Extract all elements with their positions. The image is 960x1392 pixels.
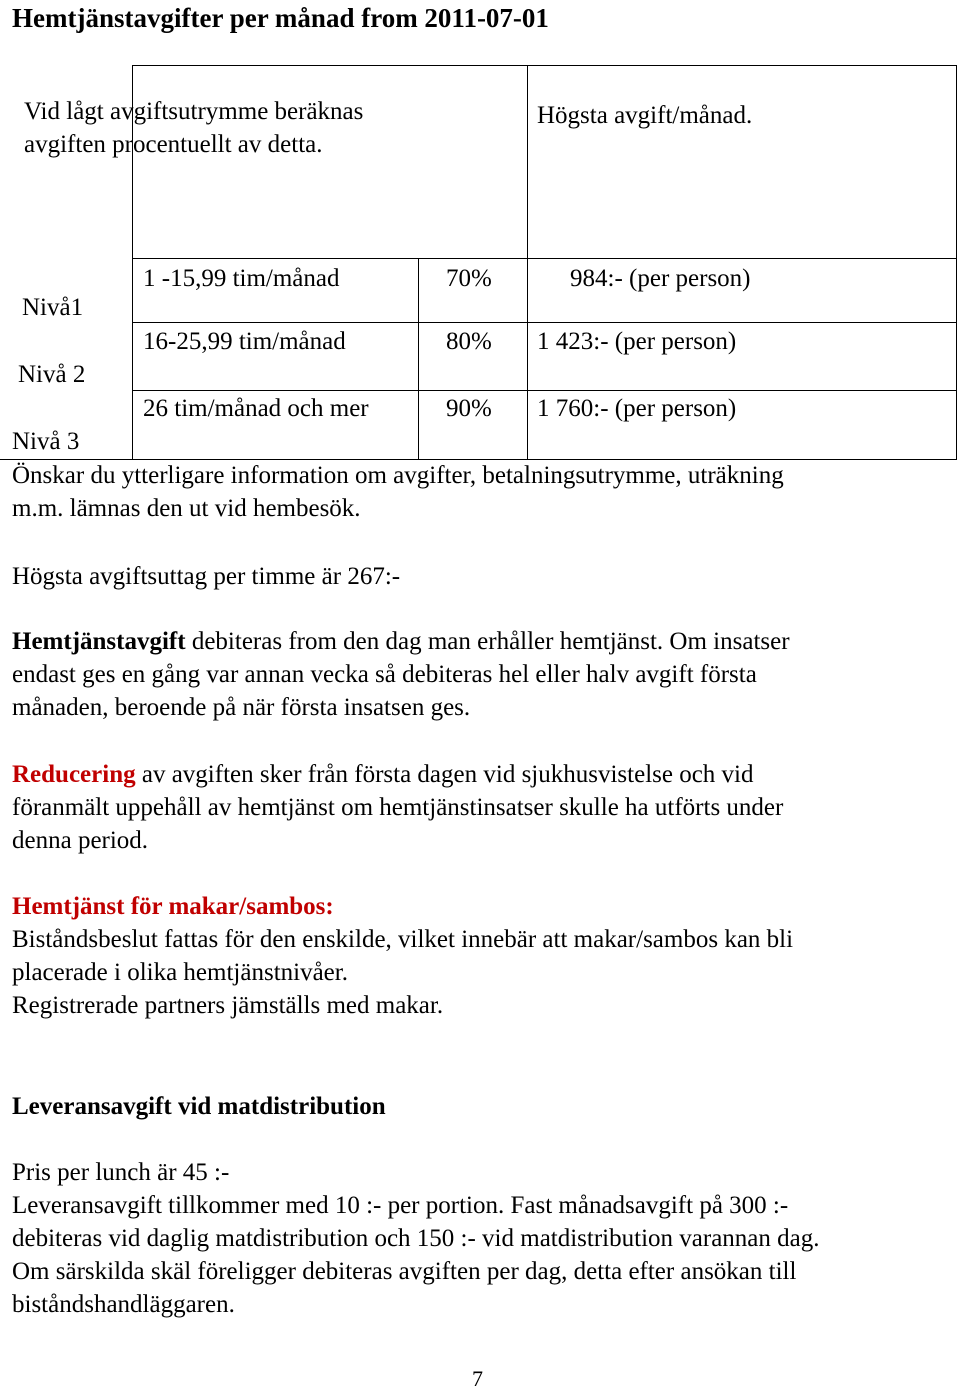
spouses-heading: Hemtjänst för makar/sambos: [12, 893, 334, 920]
percent-cell: 80% [446, 328, 492, 355]
percent-cell: 70% [446, 265, 492, 292]
percent-cell: 90% [446, 395, 492, 422]
table-border-right [956, 65, 957, 460]
spouses-paragraph [12, 890, 952, 1022]
info-paragraph [12, 459, 952, 525]
max-fee-cell: 1 760:- (per person) [537, 395, 737, 422]
fee-line: endast ges en gång var annan vecka så debiteras hel eller halv avgift första [12, 661, 757, 688]
table-intro-line: avgiften procentuellt av detta. [24, 131, 323, 158]
fee-line: månaden, beroende på när första insatsen ges. [12, 694, 471, 721]
max-fee-cell: 984:- (per person) [570, 265, 751, 292]
reduction-line-rest: av avgiften sker från första dagen vid sjukhusvistelse och vid [135, 761, 754, 788]
level-label: Nivå1 [22, 294, 84, 321]
table-rule-row2 [132, 390, 957, 391]
delivery-line: Pris per lunch är 45 :- [12, 1159, 230, 1186]
delivery-heading-text: Leveransavgift vid matdistribution [12, 1093, 386, 1120]
hours-cell: 16-25,99 tim/månad [143, 328, 346, 355]
delivery-line: Leveransavgift tillkommer med 10 :- per portion. Fast månadsavgift på 300 :- [12, 1192, 789, 1219]
spouses-line: Registrerade partners jämställs med makar. [12, 992, 444, 1019]
fee-term: Hemtjänstavgift [12, 628, 186, 655]
page-title: Hemtjänstavgifter per månad from 2011-07-01 [12, 3, 549, 33]
spouses-line: placerade i olika hemtjänstnivåer. [12, 959, 348, 986]
table-max-header: Högsta avgift/månad. [537, 102, 753, 129]
table-divider-max [527, 65, 528, 460]
delivery-paragraph [12, 1156, 952, 1321]
delivery-heading [12, 1090, 952, 1123]
reduction-line: föranmält uppehåll av hemtjänst om hemtjänstinsatser skulle ha utförts under [12, 794, 784, 821]
table-intro-line: Vid lågt avgiftsutrymme beräknas [24, 98, 364, 125]
table-rule-header [132, 258, 957, 259]
info-line: Önskar du ytterligare information om avgifter, betalningsutrymme, uträkning [12, 462, 784, 489]
info-line: m.m. lämnas den ut vid hembesök. [12, 495, 361, 522]
reduction-line [12, 758, 952, 791]
fee-line [12, 625, 952, 658]
reduction-line: denna period. [12, 827, 149, 854]
reduction-term: Reducering [12, 761, 136, 788]
max-fee-cell: 1 423:- (per person) [537, 328, 737, 355]
delivery-line: Om särskilda skäl föreligger debiteras avgiften per dag, detta efter ansökan till [12, 1258, 797, 1285]
fee-paragraph [12, 625, 952, 724]
level-label: Nivå 2 [18, 361, 86, 388]
delivery-line: biståndshandläggaren. [12, 1291, 235, 1318]
delivery-line: debiteras vid daglig matdistribution och 150 :- vid matdistribution varannan dag. [12, 1225, 820, 1252]
max-per-hour: Högsta avgiftsuttag per timme är 267:- [12, 563, 401, 590]
spouses-line: Biståndsbeslut fattas för den enskilde, vilket innebär att makar/sambos kan bli [12, 926, 794, 953]
level-label: Nivå 3 [12, 428, 80, 455]
hours-cell: 26 tim/månad och mer [143, 395, 369, 422]
table-rule-row1 [132, 322, 957, 323]
table-divider-percent [418, 258, 419, 460]
hours-cell: 1 -15,99 tim/månad [143, 265, 340, 292]
fee-line-rest: debiteras from den dag man erhåller hemtjänst. Om insatser [185, 628, 790, 655]
reduction-paragraph [12, 758, 952, 857]
table-border-top [132, 65, 957, 66]
page-number: 7 [472, 1366, 483, 1391]
